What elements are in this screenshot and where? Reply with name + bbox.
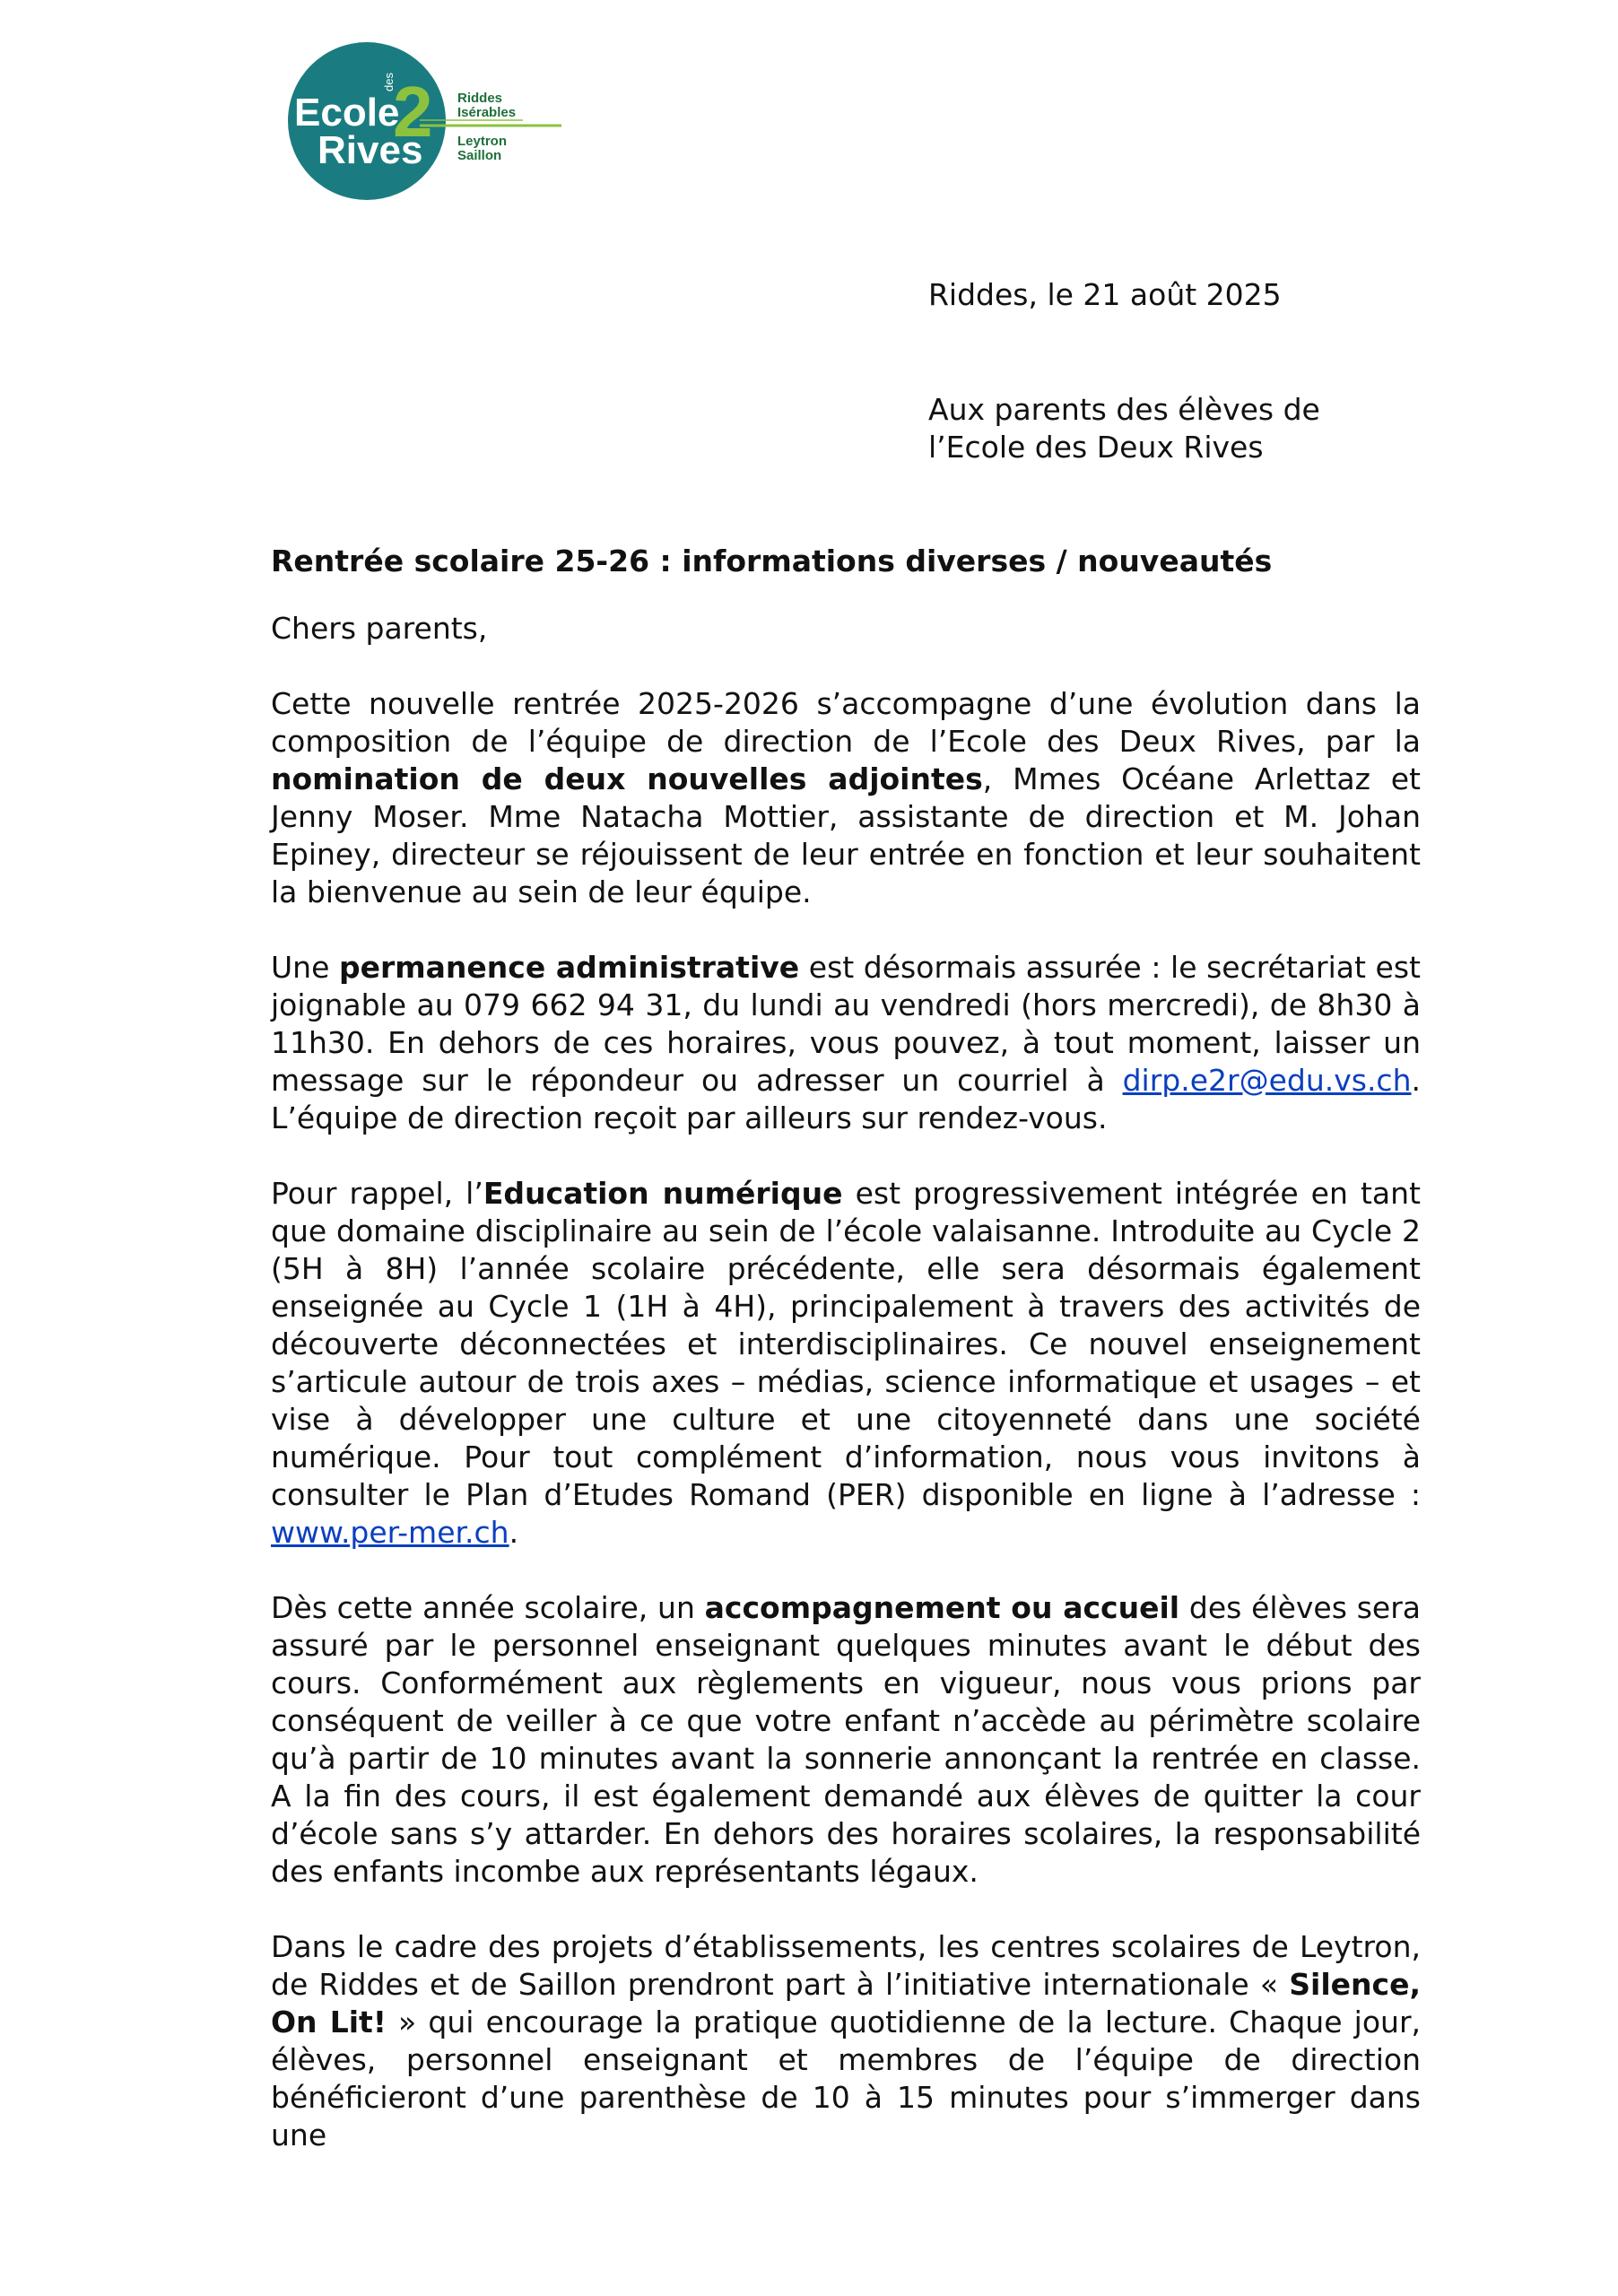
p4-text-a: Dès cette année scolaire, un — [271, 1590, 705, 1625]
per-website-link[interactable]: www.per-mer.ch — [271, 1515, 509, 1550]
paragraph-direction-team — [271, 685, 1421, 911]
logo-town-leytron: Leytron — [457, 134, 508, 149]
p5-text-c: » qui encourage la pratique quotidienne de la lecture. Chaque jour, élèves, personnel enseignant et membres de l’équipe de direction bénéficieront d’une parenthèse de 10 à 15 minutes pour s’immerger dans une — [271, 2005, 1421, 2152]
recipient-line-2: l’Ecole des Deux Rives — [928, 430, 1264, 465]
p3-text-d: . — [509, 1515, 519, 1550]
logo-town-riddes: Riddes — [457, 91, 503, 106]
p2-text-d: . L’équipe de direction reçoit par ailleurs sur rendez-vous. — [271, 1063, 1421, 1135]
logo-number: 2 — [393, 72, 433, 152]
p5-text-a: Dans le cadre des projets d’établissements, les centres scolaires de Leytron, de Riddes et de Saillon prendront part à l’initiative internationale « — [271, 1929, 1421, 2002]
logo-town-iserables: Isérables — [457, 105, 517, 120]
p2-text-a: Une — [271, 950, 339, 985]
school-logo — [285, 39, 572, 203]
recipient-line-1: Aux parents des élèves de — [928, 392, 1320, 427]
recipient-block — [928, 391, 1320, 466]
letter-greeting: Chers parents, — [271, 611, 488, 646]
letter-date: Riddes, le 21 août 2025 — [928, 277, 1282, 312]
letter-body — [271, 543, 1421, 2192]
p3-text-a: Pour rappel, l’ — [271, 1176, 483, 1211]
logo-town-saillon: Saillon — [457, 148, 502, 163]
paragraph-admin-permanence — [271, 949, 1421, 1137]
p2-text-c: est désormais assurée : le secrétariat est joignable au 079 662 94 31, du lundi au vendredi (hors mercredi), de 8h30 à 11h30. En dehors de ces horaires, vous pouvez, à tout moment, laisser un message sur le répondeur ou adresser un courriel à — [271, 950, 1421, 1098]
p3-text-c: est progressivement intégrée en tant que domaine disciplinaire au sein de l’école valaisanne. Introduite au Cycle 2 (5H à 8H) l’année scolaire précédente, elle sera désormais également enseignée au Cycle 1 (1H à 4H), principalement à travers des activités de découverte déconnectées et interdisciplinaires. Ce nouvel enseignement s’articule autour de trois axes – médias, science informatique et usages – et vise à développer une culture et une citoyenneté dans une société numérique. Pour tout complément d’information, nous vous invitons à consulter le Plan d’Etudes Romand (PER) disponible en ligne à l’adresse : — [271, 1176, 1421, 1512]
logo-des: des — [382, 73, 396, 91]
p5-bold: Silence, On Lit! — [271, 1967, 1421, 2039]
p2-bold: permanence administrative — [338, 950, 800, 985]
p4-bold: accompagnement ou accueil — [704, 1590, 1180, 1625]
email-link[interactable]: dirp.e2r@edu.vs.ch — [1122, 1063, 1412, 1098]
p1-text-c: , Mmes Océane Arlettaz et Jenny Moser. Mme Natacha Mottier, assistante de direction et M. Johan Epiney, directeur se réjouissent de leur entrée en fonction et leur souhaitent la bienvenue au sein de leur équipe. — [271, 761, 1421, 909]
letter-subject: Rentrée scolaire 25-26 : informations diverses / nouveautés — [271, 544, 1273, 578]
paragraph-silence-on-lit — [271, 1928, 1421, 2154]
logo-word-rives: Rives — [318, 128, 423, 172]
paragraph-student-supervision — [271, 1589, 1421, 1891]
p1-bold: nomination de deux nouvelles adjointes — [271, 761, 983, 796]
p4-text-c: des élèves sera assuré par le personnel enseignant quelques minutes avant le début des cours. Conformément aux règlements en vigueur, nous vous prions par conséquent de veiller à ce que votre enfant n’accède au périmètre scolaire qu’à partir de 10 minutes avant la sonnerie annonçant la rentrée en classe. A la fin des cours, il est également demandé aux élèves de quitter la cour d’école sans s’y attarder. En dehors des horaires scolaires, la responsabilité des enfants incombe aux représentants légaux. — [271, 1590, 1421, 1889]
p3-bold: Education numérique — [483, 1176, 843, 1211]
paragraph-digital-education — [271, 1175, 1421, 1552]
p1-text-a: Cette nouvelle rentrée 2025-2026 s’accompagne d’une évolution dans la composition de l’équipe de direction de l’Ecole des Deux Rives, par la — [271, 686, 1421, 759]
logo-word-ecole: Ecole — [294, 91, 400, 135]
